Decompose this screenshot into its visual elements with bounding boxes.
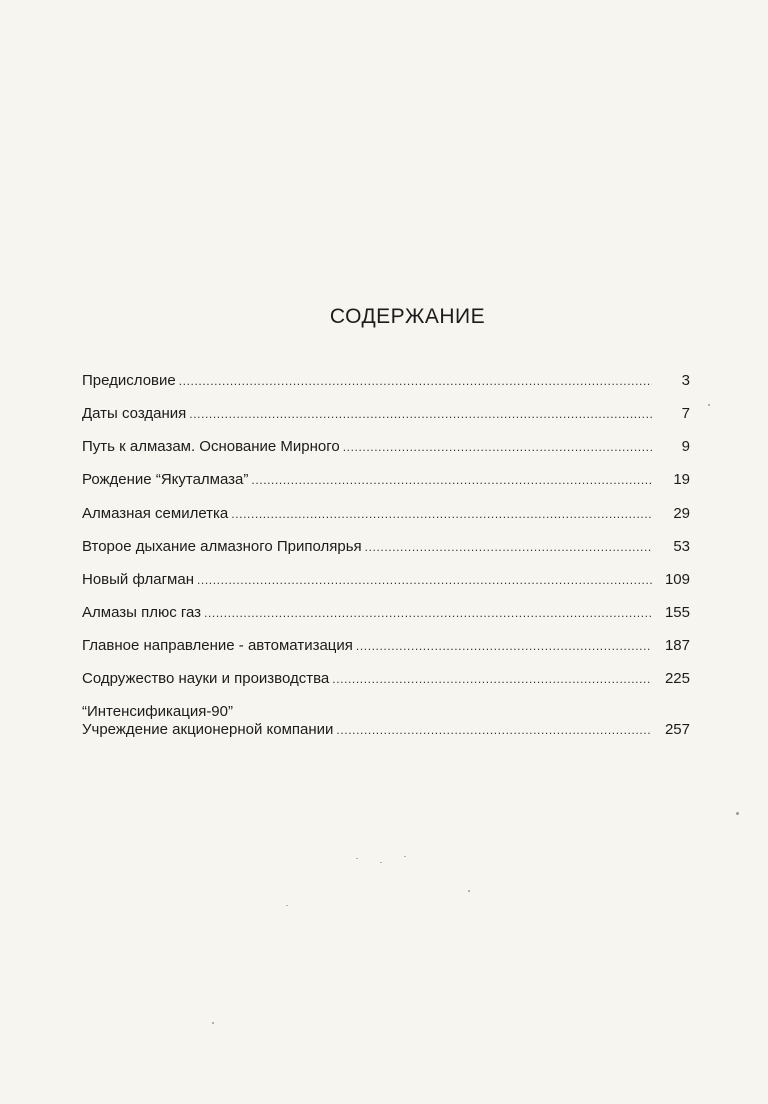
toc-page-number: 29 (673, 505, 690, 522)
paper-speck (380, 862, 382, 863)
paper-speck (356, 858, 358, 859)
toc-entry[interactable] (82, 604, 690, 622)
toc-entry-title: Учреждение акционерной компании (82, 721, 334, 738)
toc-entry-title: Предисловие (82, 372, 176, 389)
toc-dot-leader (332, 670, 652, 688)
toc-entry[interactable] (82, 538, 690, 556)
toc-entry-title: Главное направление - автоматизация (82, 637, 353, 654)
toc-page-number: 257 (664, 721, 690, 738)
toc-dot-leader (231, 505, 652, 523)
toc-entry-title: Содружество науки и производства (82, 670, 330, 687)
toc-entry[interactable] (82, 571, 690, 589)
paper-speck (736, 812, 739, 815)
toc-dot-leader (336, 721, 652, 739)
toc-entry-title-first-line: “Интенсификация-90” (82, 703, 233, 720)
toc-entry-title: Путь к алмазам. Основание Мирного (82, 438, 340, 455)
toc-page-number: 109 (664, 571, 690, 588)
toc-dot-leader (251, 471, 652, 489)
toc-page-number: 155 (664, 604, 690, 621)
toc-dot-leader (197, 571, 652, 589)
toc-entry[interactable] (82, 670, 690, 688)
toc-entry-title: Алмазная семилетка (82, 505, 229, 522)
toc-dot-leader (365, 538, 652, 556)
paper-speck (708, 404, 710, 406)
paper-speck (212, 1022, 214, 1024)
toc-page-number: 225 (664, 670, 690, 687)
toc-entry-title: Алмазы плюс газ (82, 604, 202, 621)
toc-entry[interactable] (82, 438, 690, 456)
toc-entry-title: Рождение “Якуталмаза” (82, 471, 249, 488)
toc-dot-leader (189, 405, 652, 423)
page-title: СОДЕРЖАНИЕ (329, 305, 486, 328)
toc-entry[interactable] (82, 471, 690, 489)
toc-entry[interactable] (82, 372, 690, 390)
toc-entry-title: Второе дыхание алмазного Приполярья (82, 538, 362, 555)
paper-speck (404, 856, 406, 857)
toc-dot-leader (179, 372, 652, 390)
toc-page-number: 9 (681, 438, 690, 455)
toc-page-number: 187 (664, 637, 690, 654)
toc-entry[interactable] (82, 703, 690, 739)
toc-entry-title: Новый флагман (82, 571, 194, 588)
paper-speck (468, 890, 470, 892)
toc-entry[interactable] (82, 505, 690, 523)
paper-speck (286, 905, 288, 906)
toc-page-number: 19 (673, 471, 690, 488)
toc-page-number: 53 (673, 538, 690, 555)
toc-page-number: 3 (681, 372, 690, 389)
toc-dot-leader (343, 438, 652, 456)
toc-entry[interactable] (82, 637, 690, 655)
toc-page-number: 7 (681, 405, 690, 422)
toc-dot-leader (204, 604, 652, 622)
toc-entry-title: Даты создания (82, 405, 187, 422)
toc-dot-leader (356, 637, 652, 655)
toc-entry[interactable] (82, 405, 690, 423)
